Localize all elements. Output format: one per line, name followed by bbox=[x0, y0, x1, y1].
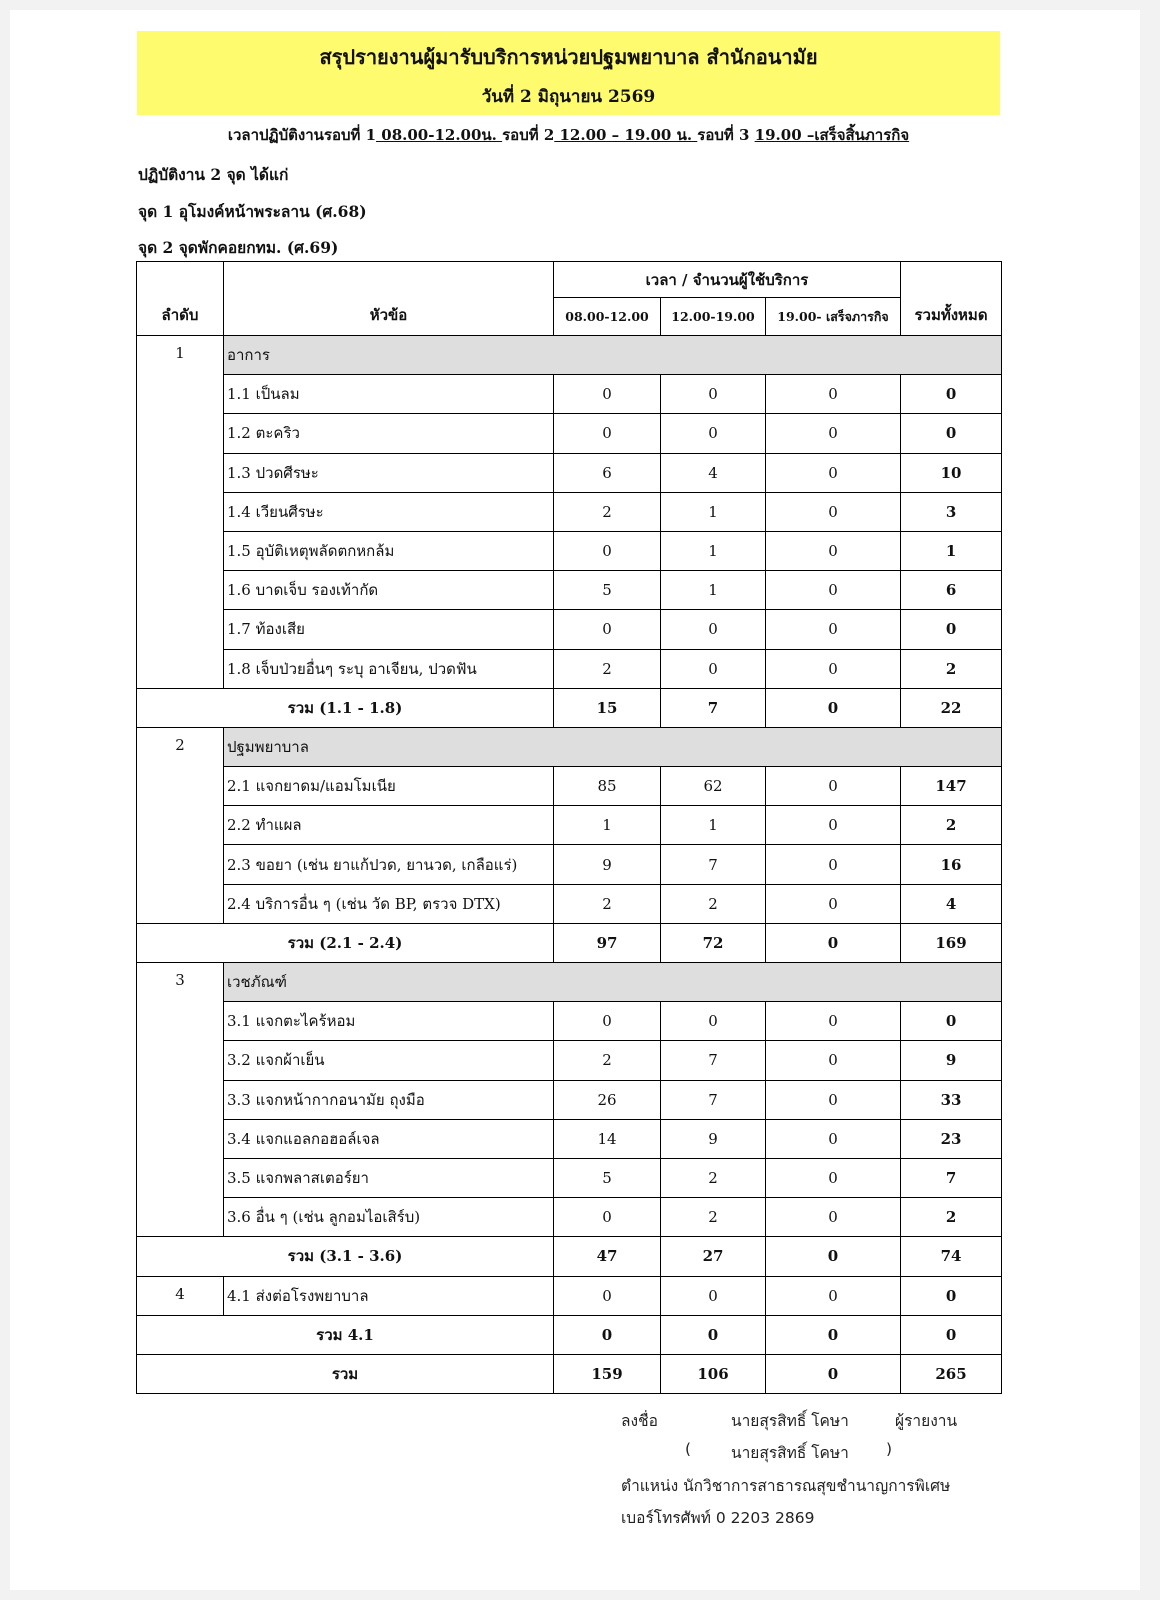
row-value: 26 bbox=[554, 1080, 661, 1119]
subtotal-label: รวม 4.1 bbox=[137, 1315, 554, 1354]
row-value: 0 bbox=[766, 1158, 901, 1197]
row-value: 0 bbox=[661, 610, 766, 649]
row-topic: 1.1 เป็นลม bbox=[224, 375, 554, 414]
row-value: 0 bbox=[766, 1119, 901, 1158]
grand-total-total: 265 bbox=[901, 1354, 1002, 1393]
section-number: 4 bbox=[137, 1276, 224, 1315]
row-value: 0 bbox=[661, 1002, 766, 1041]
row-value: 1 bbox=[554, 806, 661, 845]
row-topic: 1.5 อุบัติเหตุพลัดตกหกล้ม bbox=[224, 531, 554, 570]
row-total: 0 bbox=[901, 1002, 1002, 1041]
table-row bbox=[137, 610, 1002, 649]
subtotal-total: 169 bbox=[901, 923, 1002, 962]
signer-name-printed: นายสุรสิทธิ์ โคษา bbox=[731, 1444, 849, 1462]
subtotal-row bbox=[137, 1315, 1002, 1354]
row-value: 0 bbox=[766, 1198, 901, 1237]
row-topic: 3.4 แจกแอลกอฮอล์เจล bbox=[224, 1119, 554, 1158]
table-row bbox=[137, 884, 1002, 923]
subtotal-value: 27 bbox=[661, 1237, 766, 1276]
row-value: 7 bbox=[661, 1080, 766, 1119]
row-total: 2 bbox=[901, 1198, 1002, 1237]
table-row bbox=[137, 531, 1002, 570]
row-value: 0 bbox=[766, 1002, 901, 1041]
row-value: 0 bbox=[661, 649, 766, 688]
row-topic: 1.8 เจ็บป่วยอื่นๆ ระบุ อาเจียน, ปวดฟัน bbox=[224, 649, 554, 688]
row-value: 0 bbox=[766, 806, 901, 845]
grand-total-value: 106 bbox=[661, 1354, 766, 1393]
header-shift-2: 12.00-19.00 bbox=[661, 298, 766, 336]
row-value: 1 bbox=[661, 571, 766, 610]
subtotal-value: 0 bbox=[766, 923, 901, 962]
subtotal-row bbox=[137, 688, 1002, 727]
signer-phone: เบอร์โทรศัพท์ 0 2203 2869 bbox=[621, 1509, 815, 1527]
row-value: 0 bbox=[766, 610, 901, 649]
shift-prefix: เวลาปฏิบัติงานรอบที่ 1 bbox=[227, 126, 377, 144]
row-value: 1 bbox=[661, 806, 766, 845]
row-total: 0 bbox=[901, 610, 1002, 649]
row-value: 0 bbox=[766, 571, 901, 610]
table-row bbox=[137, 375, 1002, 414]
table-row bbox=[137, 453, 1002, 492]
row-total: 33 bbox=[901, 1080, 1002, 1119]
row-topic: 3.1 แจกตะไคร้หอม bbox=[224, 1002, 554, 1041]
header-time-group: เวลา / จำนวนผู้ใช้บริการ bbox=[554, 262, 901, 298]
section-header-row bbox=[137, 963, 1002, 1002]
row-value: 0 bbox=[766, 884, 901, 923]
row-value: 2 bbox=[554, 649, 661, 688]
row-topic: 2.1 แจกยาดม/แอมโมเนีย bbox=[224, 767, 554, 806]
summary-table bbox=[136, 261, 1002, 1394]
subtotal-label: รวม (1.1 - 1.8) bbox=[137, 688, 554, 727]
header-topic: หัวข้อ bbox=[224, 262, 554, 336]
row-topic: 1.2 ตะคริว bbox=[224, 414, 554, 453]
row-total: 7 bbox=[901, 1158, 1002, 1197]
row-topic: 1.3 ปวดศีรษะ bbox=[224, 453, 554, 492]
table-row bbox=[137, 806, 1002, 845]
row-value: 0 bbox=[766, 414, 901, 453]
row-value: 0 bbox=[661, 375, 766, 414]
row-value: 2 bbox=[554, 884, 661, 923]
row-value: 2 bbox=[554, 1041, 661, 1080]
row-total: 9 bbox=[901, 1041, 1002, 1080]
row-value: 0 bbox=[554, 414, 661, 453]
row-topic: 4.1 ส่งต่อโรงพยาบาล bbox=[224, 1276, 554, 1315]
row-topic: 1.7 ท้องเสีย bbox=[224, 610, 554, 649]
header-shift-3: 19.00- เสร็จภารกิจ bbox=[766, 298, 901, 336]
row-topic: 1.6 บาดเจ็บ รองเท้ากัด bbox=[224, 571, 554, 610]
row-total: 16 bbox=[901, 845, 1002, 884]
row-topic: 2.3 ขอยา (เช่น ยาแก้ปวด, ยานวด, เกลือแร่) bbox=[224, 845, 554, 884]
row-value: 1 bbox=[661, 492, 766, 531]
row-value: 85 bbox=[554, 767, 661, 806]
row-value: 2 bbox=[554, 492, 661, 531]
row-topic: 3.3 แจกหน้ากากอนามัย ถุงมือ bbox=[224, 1080, 554, 1119]
subtotal-value: 47 bbox=[554, 1237, 661, 1276]
section-number: 3 bbox=[137, 963, 224, 1237]
shift-mid-1: รอบที่ 2 bbox=[502, 126, 555, 144]
table-row bbox=[137, 1002, 1002, 1041]
subtotal-value: 0 bbox=[766, 688, 901, 727]
row-topic: 1.4 เวียนศีรษะ bbox=[224, 492, 554, 531]
subtotal-total: 0 bbox=[901, 1315, 1002, 1354]
subtotal-row bbox=[137, 1237, 1002, 1276]
row-value: 7 bbox=[661, 845, 766, 884]
row-total: 23 bbox=[901, 1119, 1002, 1158]
signer-position: ตำแหน่ง นักวิชาการสาธารณสุขชำนาญการพิเศษ bbox=[621, 1477, 951, 1495]
row-value: 2 bbox=[661, 1198, 766, 1237]
subtotal-row bbox=[137, 923, 1002, 962]
row-value: 14 bbox=[554, 1119, 661, 1158]
section-header-row bbox=[137, 336, 1002, 375]
row-total: 0 bbox=[901, 375, 1002, 414]
row-value: 0 bbox=[766, 1276, 901, 1315]
subtotal-total: 74 bbox=[901, 1237, 1002, 1276]
row-value: 0 bbox=[661, 414, 766, 453]
header-total: รวมทั้งหมด bbox=[901, 262, 1002, 336]
signer-name: นายสุรสิทธิ์ โคษา bbox=[731, 1412, 849, 1430]
row-value: 2 bbox=[661, 1158, 766, 1197]
table-row bbox=[137, 1198, 1002, 1237]
section-label: ปฐมพยาบาล bbox=[224, 727, 1002, 766]
header-no: ลำดับ bbox=[137, 262, 224, 336]
subtotal-value: 0 bbox=[661, 1315, 766, 1354]
subtotal-label: รวม (2.1 - 2.4) bbox=[137, 923, 554, 962]
row-total: 147 bbox=[901, 767, 1002, 806]
section-number: 2 bbox=[137, 727, 224, 923]
row-value: 2 bbox=[661, 884, 766, 923]
row-value: 0 bbox=[766, 375, 901, 414]
report-title: สรุปรายงานผู้มารับบริการหน่วยปฐมพยาบาล สำนักอนามัย bbox=[319, 45, 818, 69]
table-body bbox=[137, 336, 1002, 1394]
row-value: 4 bbox=[661, 453, 766, 492]
table-row bbox=[137, 571, 1002, 610]
row-value: 0 bbox=[766, 845, 901, 884]
table-row bbox=[137, 1158, 1002, 1197]
table-row bbox=[137, 767, 1002, 806]
row-total: 4 bbox=[901, 884, 1002, 923]
row-total: 0 bbox=[901, 1276, 1002, 1315]
row-topic: 2.2 ทำแผล bbox=[224, 806, 554, 845]
section-header-row bbox=[137, 727, 1002, 766]
section-label: อาการ bbox=[224, 336, 1002, 375]
table-row bbox=[137, 845, 1002, 884]
row-value: 0 bbox=[766, 531, 901, 570]
shift-2-time: 12.00 – 19.00 น. bbox=[554, 126, 698, 144]
section-label: เวชภัณฑ์ bbox=[224, 963, 1002, 1002]
grand-total-row bbox=[137, 1354, 1002, 1393]
subtotal-value: 0 bbox=[554, 1315, 661, 1354]
row-value: 0 bbox=[766, 1080, 901, 1119]
table-row bbox=[137, 649, 1002, 688]
row-value: 9 bbox=[661, 1119, 766, 1158]
row-value: 0 bbox=[766, 649, 901, 688]
header-shift-1: 08.00-12.00 bbox=[554, 298, 661, 336]
row-topic: 3.2 แจกผ้าเย็น bbox=[224, 1041, 554, 1080]
reporter-label: ผู้รายงาน bbox=[895, 1412, 958, 1430]
row-value: 5 bbox=[554, 571, 661, 610]
row-topic: 2.4 บริการอื่น ๆ (เช่น วัด BP, ตรวจ DTX) bbox=[224, 884, 554, 923]
subtotal-value: 15 bbox=[554, 688, 661, 727]
row-value: 5 bbox=[554, 1158, 661, 1197]
row-value: 0 bbox=[554, 1002, 661, 1041]
row-value: 0 bbox=[554, 1276, 661, 1315]
service-points-intro: ปฏิบัติงาน 2 จุด ได้แก่ bbox=[138, 165, 289, 184]
row-total: 0 bbox=[901, 414, 1002, 453]
row-value: 0 bbox=[554, 375, 661, 414]
row-total: 10 bbox=[901, 453, 1002, 492]
row-value: 0 bbox=[554, 610, 661, 649]
table-row bbox=[137, 1080, 1002, 1119]
subtotal-value: 72 bbox=[661, 923, 766, 962]
subtotal-value: 0 bbox=[766, 1315, 901, 1354]
row-value: 0 bbox=[554, 1198, 661, 1237]
subtotal-total: 22 bbox=[901, 688, 1002, 727]
row-value: 6 bbox=[554, 453, 661, 492]
section-number: 1 bbox=[137, 336, 224, 689]
row-value: 0 bbox=[766, 453, 901, 492]
report-date: วันที่ 2 มิถุนายน 2569 bbox=[481, 87, 656, 107]
shift-1-time: 08.00-12.00น. bbox=[376, 126, 503, 144]
row-value: 7 bbox=[661, 1041, 766, 1080]
row-total: 1 bbox=[901, 531, 1002, 570]
subtotal-value: 97 bbox=[554, 923, 661, 962]
shift-3-time: 19.00 –เสร็จสิ้นภารกิจ bbox=[754, 126, 910, 144]
paren-open: ( bbox=[685, 1440, 692, 1458]
grand-total-value: 0 bbox=[766, 1354, 901, 1393]
row-total: 2 bbox=[901, 806, 1002, 845]
row-total: 6 bbox=[901, 571, 1002, 610]
table-row bbox=[137, 1276, 1002, 1315]
row-total: 3 bbox=[901, 492, 1002, 531]
shift-times bbox=[137, 123, 1000, 147]
table-row bbox=[137, 1041, 1002, 1080]
subtotal-label: รวม (3.1 - 3.6) bbox=[137, 1237, 554, 1276]
row-topic: 3.6 อื่น ๆ (เช่น ลูกอมไอเสิร์บ) bbox=[224, 1198, 554, 1237]
row-topic: 3.5 แจกพลาสเตอร์ยา bbox=[224, 1158, 554, 1197]
table-row bbox=[137, 1119, 1002, 1158]
report-page bbox=[10, 10, 1140, 1590]
table-row bbox=[137, 492, 1002, 531]
row-value: 1 bbox=[661, 531, 766, 570]
row-value: 0 bbox=[766, 492, 901, 531]
shift-mid-2: รอบที่ 3 bbox=[697, 126, 755, 144]
row-value: 0 bbox=[554, 531, 661, 570]
sign-label: ลงชื่อ bbox=[621, 1412, 658, 1430]
subtotal-value: 7 bbox=[661, 688, 766, 727]
row-value: 0 bbox=[766, 767, 901, 806]
grand-total-label: รวม bbox=[137, 1354, 554, 1393]
service-point-1: จุด 1 อุโมงค์หน้าพระลาน (ศ.68) bbox=[138, 202, 367, 221]
subtotal-value: 0 bbox=[766, 1237, 901, 1276]
grand-total-value: 159 bbox=[554, 1354, 661, 1393]
service-point-2: จุด 2 จุดพักคอยกทม. (ศ.69) bbox=[138, 238, 339, 257]
row-value: 0 bbox=[661, 1276, 766, 1315]
table-row bbox=[137, 414, 1002, 453]
paren-close: ) bbox=[886, 1440, 893, 1458]
row-value: 0 bbox=[766, 1041, 901, 1080]
row-total: 2 bbox=[901, 649, 1002, 688]
row-value: 9 bbox=[554, 845, 661, 884]
row-value: 62 bbox=[661, 767, 766, 806]
title-banner bbox=[137, 31, 1000, 115]
